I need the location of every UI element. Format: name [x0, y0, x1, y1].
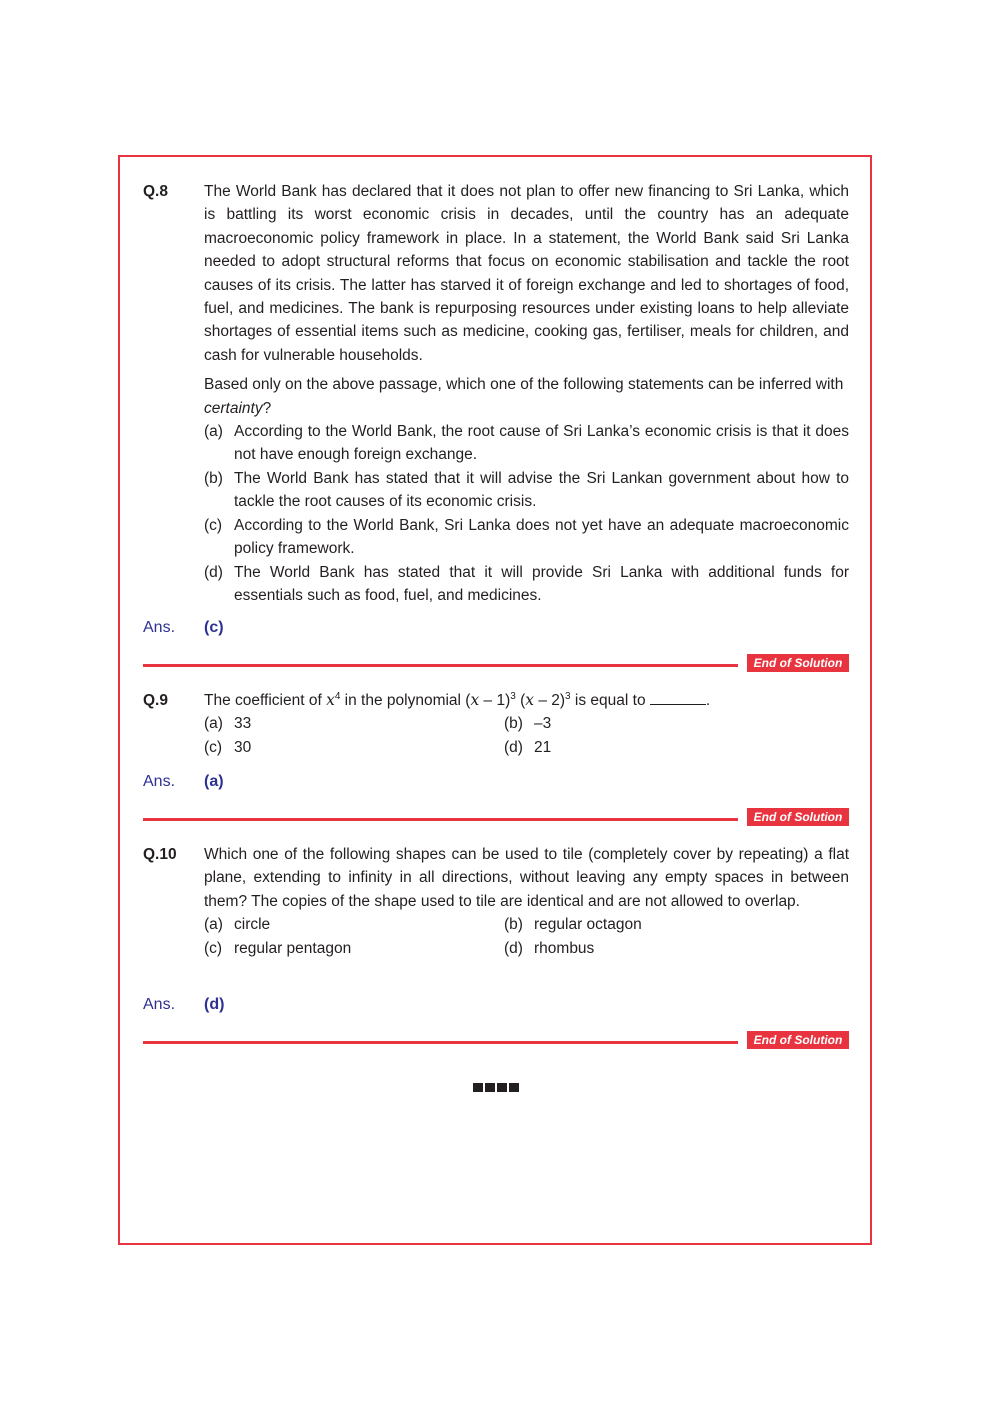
question-prompt: Based only on the above passage, which one of the following statements can be inferred with certainty? [204, 376, 844, 417]
answer-blank [650, 690, 706, 705]
end-of-solution-badge: End of Solution [747, 1031, 849, 1049]
answer-value: (a) [204, 773, 224, 790]
option-label: (a) [204, 715, 223, 733]
option-text: The World Bank has stated that it will provide Sri Lanka with additional funds for essentials such as food, fuel, and medicines. [234, 563, 849, 604]
option-text: regular octagon [534, 916, 642, 934]
answer-label: Ans. [143, 619, 176, 636]
question-number: Q.10 [143, 846, 177, 863]
option-label: (d) [204, 563, 223, 581]
emphasis-text: certainty [204, 399, 263, 417]
separator-line [143, 664, 738, 667]
question-body [204, 843, 849, 960]
answer-value: (c) [204, 619, 224, 636]
option-text: According to the World Bank, the root cause of Sri Lanka’s economic crisis is that it does not have enough foreign exchange. [234, 423, 849, 464]
option-label: (b) [504, 916, 523, 934]
option-label: (a) [204, 423, 223, 441]
option-text: The World Bank has stated that it will advise the Sri Lankan government about how to tackle the root causes of its economic crisis. [234, 469, 849, 511]
separator-line [143, 818, 738, 821]
option-text: regular pentagon [234, 939, 352, 957]
question-number: Q.9 [143, 692, 168, 709]
question-body [204, 689, 849, 759]
option-label: (c) [204, 738, 223, 756]
option-a[interactable] [204, 712, 504, 735]
option-text: circle [234, 916, 271, 934]
answer-q10 [143, 996, 224, 1014]
option-b[interactable] [204, 467, 849, 514]
question-stem: The coefficient of $x^4$ in the polynomial (x – 1)$^3$ (x – 2)$^3$ is equal to . [204, 690, 711, 709]
option-text: 33 [234, 715, 252, 733]
option-text: rhombus [534, 939, 595, 957]
answer-q8 [143, 619, 224, 637]
separator-line [143, 1041, 738, 1044]
answer-q9 [143, 773, 224, 791]
option-text: 30 [234, 738, 252, 756]
option-label: (b) [504, 715, 523, 733]
answer-label: Ans. [143, 773, 176, 790]
options-grid [204, 712, 849, 759]
option-label: (d) [504, 939, 523, 957]
option-d[interactable] [504, 736, 804, 759]
option-label: (a) [204, 916, 223, 934]
option-c[interactable] [204, 514, 849, 561]
end-of-solution-badge: End of Solution [747, 808, 849, 826]
question-stem: Which one of the following shapes can be used to tile (completely cover by repeating) a flat plane, extending to infinity in all directions, without leaving any empty spaces in between them? The copies of the shape used to tile are identical and are not allowed to overlap. [204, 846, 849, 910]
answer-value: (d) [204, 996, 225, 1013]
math-variable: x [525, 691, 535, 709]
option-d[interactable] [204, 561, 849, 608]
option-label: (c) [204, 516, 223, 534]
option-text: 21 [534, 738, 552, 756]
option-label: (b) [204, 469, 223, 487]
end-of-section-marker [473, 1083, 519, 1092]
option-text: According to the World Bank, Sri Lanka does not yet have an adequate macroeconomic policy framework. [234, 516, 849, 558]
question-body [204, 180, 849, 607]
option-c[interactable] [204, 736, 504, 759]
question-number: Q.8 [143, 183, 168, 200]
passage-text: The World Bank has declared that it does not plan to offer new financing to Sri Lanka, which is battling its worst economic crisis in decades, until the country has an adequate macroeconomic policy framework in place. In a statement, the World Bank said Sri Lanka needed to adopt structural reforms that focus on economic stabilisation and tackle the root causes of its crisis. The latter has starved it of foreign exchange and led to shortages of food, fuel, and medicines. The bank is repurposing resources under existing loans to help alleviate shortages of essential items such as medicine, cooking gas, fertiliser, meals for children, and cash for vulnerable households. [204, 183, 849, 364]
option-c[interactable] [204, 937, 504, 960]
option-b[interactable] [504, 712, 804, 735]
option-label: (d) [504, 738, 523, 756]
option-text: –3 [534, 715, 552, 733]
option-b[interactable] [504, 913, 804, 936]
option-a[interactable] [204, 913, 504, 936]
options-grid [204, 913, 849, 960]
math-variable: x [470, 691, 480, 709]
option-label: (c) [204, 939, 223, 957]
answer-label: Ans. [143, 996, 176, 1013]
option-a[interactable] [204, 420, 849, 467]
end-of-solution-badge: End of Solution [747, 654, 849, 672]
option-d[interactable] [504, 937, 804, 960]
math-variable: x [326, 691, 335, 709]
